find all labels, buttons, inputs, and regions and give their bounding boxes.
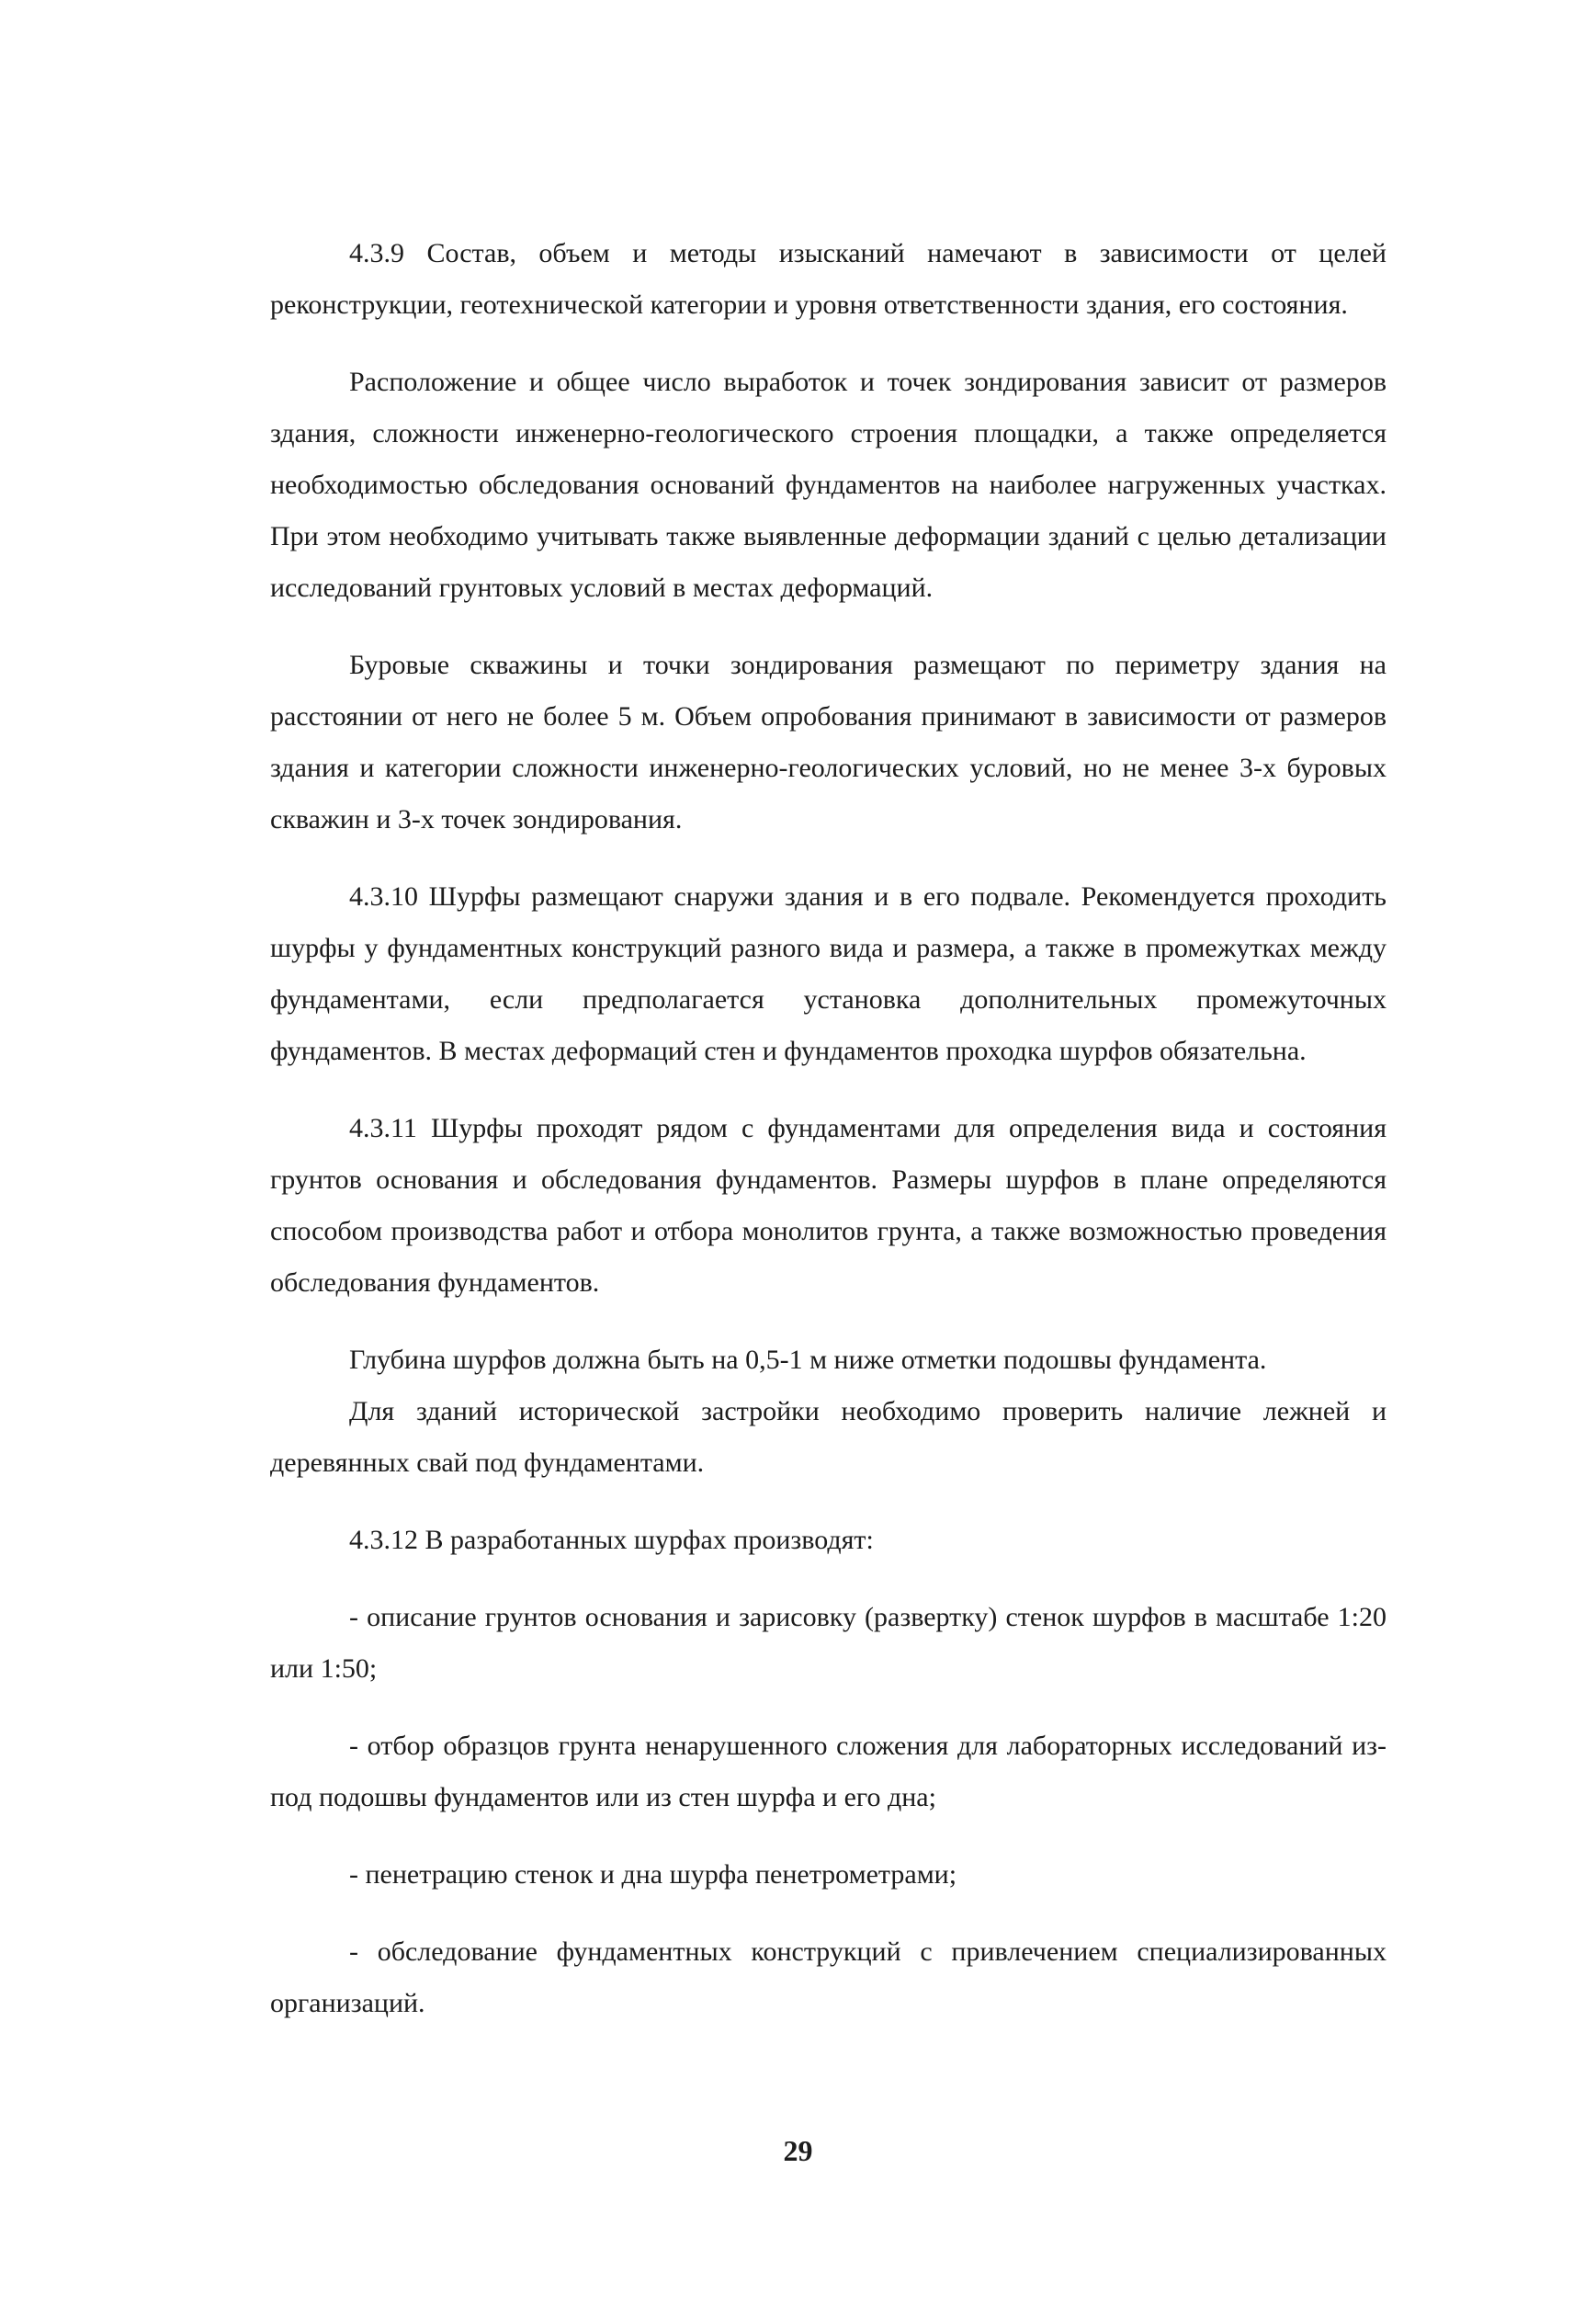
paragraph-boreholes: Буровые скважины и точки зондирования размещают по периметру здания на расстоянии от него не более 5 м. Объем опробования принимают в зависимости от размеров здания и категории сложности инженерно-геологических условий, но не менее 3-х буровых скважин и 3-х точек зондирования. bbox=[270, 650, 1387, 835]
list-item-inspection: - обследование фундаментных конструкций с привлечением специализированных организаций. bbox=[270, 1936, 1387, 2018]
paragraph-historic-buildings: Для зданий исторической застройки необходимо проверить наличие лежней и деревянных свай под фундаментами. bbox=[270, 1396, 1387, 1478]
paragraph-4-3-9: 4.3.9 Состав, объем и методы изысканий намечают в зависимости от целей реконструкции, геотехнической категории и уровня ответственности здания, его состояния. bbox=[270, 238, 1387, 320]
paragraph-4-3-10: 4.3.10 Шурфы размещают снаружи здания и в его подвале. Рекомендуется проходить шурфы у фундаментных конструкций разного вида и размера, а также в промежутках между фундаментами, если предполагается установка дополнительных промежуточных фундаментов. В местах деформаций стен и фундаментов проходка шурфов обязательна. bbox=[270, 881, 1387, 1066]
paragraph-4-3-12: 4.3.12 В разработанных шурфах производят: bbox=[349, 1525, 874, 1555]
list-item-penetration: - пенетрацию стенок и дна шурфа пенетрометрами; bbox=[349, 1859, 957, 1890]
list-item-description: - описание грунтов основания и зарисовку (развертку) стенок шурфов в масштабе 1:20 или 1:50; bbox=[270, 1602, 1387, 1684]
paragraph-location-of-workings: Расположение и общее число выработок и точек зондирования зависит от размеров здания, сложности инженерно-геологического строения площадки, а также определяется необходимостью обследования оснований фундаментов на наиболее нагруженных участках. При этом необходимо учитывать также выявленные деформации зданий с целью детализации исследований грунтовых условий в местах деформаций. bbox=[270, 367, 1387, 603]
paragraph-4-3-11: 4.3.11 Шурфы проходят рядом с фундаментами для определения вида и состояния грунтов основания и обследования фундаментов. Размеры шурфов в плане определяются способом производства работ и отбора монолитов грунта, а также возможностью проведения обследования фундаментов. bbox=[270, 1113, 1387, 1298]
paragraph-pit-depth: Глубина шурфов должна быть на 0,5-1 м ниже отметки подошвы фундамента. bbox=[349, 1345, 1267, 1375]
list-item-sampling: - отбор образцов грунта ненарушенного сложения для лабораторных исследований из-под подошвы фундаментов или из стен шурфа и его дна; bbox=[270, 1731, 1387, 1812]
page-number: 29 bbox=[783, 2134, 813, 2167]
body-text bbox=[270, 228, 1387, 2029]
